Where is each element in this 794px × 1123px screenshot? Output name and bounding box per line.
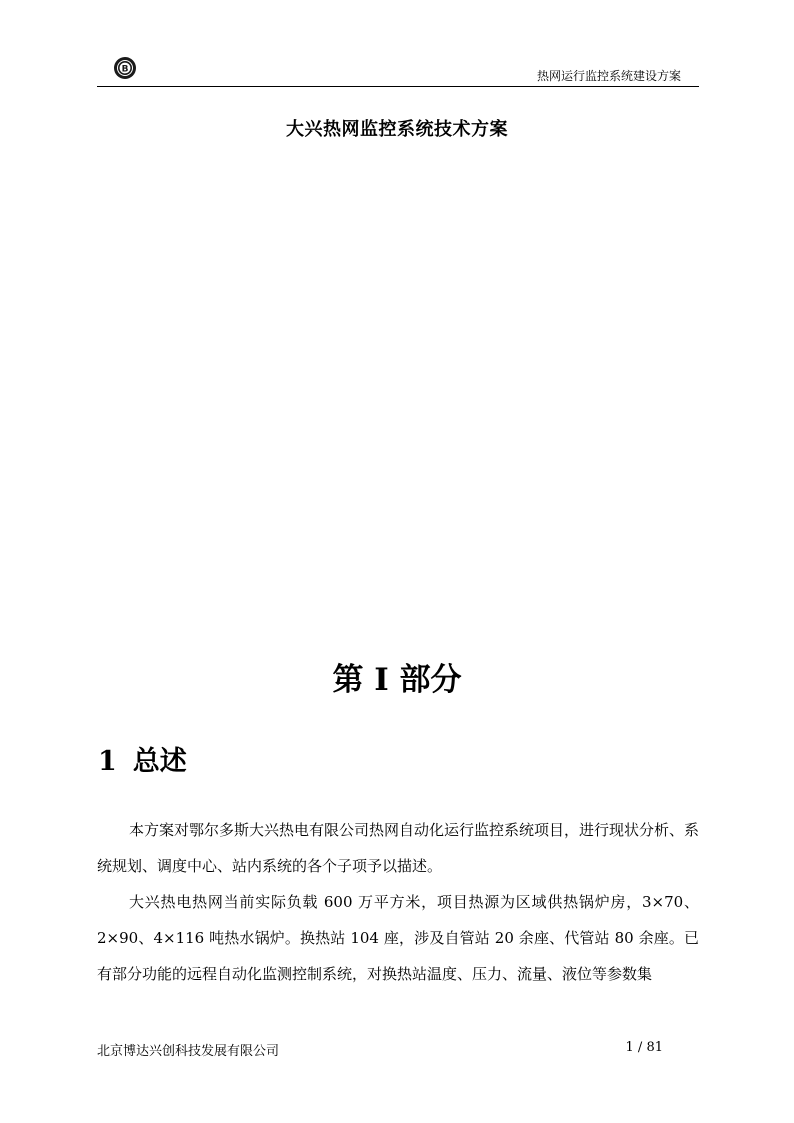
section-title: 总述 bbox=[132, 746, 187, 777]
company-logo-icon bbox=[113, 56, 137, 80]
document-title: 大兴热网监控系统技术方案 bbox=[286, 119, 508, 140]
page-footer bbox=[97, 1040, 699, 1060]
section-heading bbox=[98, 739, 187, 778]
svg-text:B: B bbox=[121, 64, 129, 75]
section-number: 1 bbox=[98, 746, 117, 777]
part-title: 第 I 部分 bbox=[332, 662, 462, 698]
paragraph: 本方案对鄂尔多斯大兴热电有限公司热网自动化运行监控系统项目，进行现状分析、系统规划、调度中心、站内系统的各个子项予以描述。 bbox=[97, 821, 700, 875]
page-number: 1 / 81 bbox=[625, 1040, 663, 1055]
header-title: 热网运行监控系统建设方案 bbox=[536, 69, 681, 83]
footer-company: 北京博达兴创科技发展有限公司 bbox=[97, 1044, 280, 1059]
paragraph: 大兴热电热网当前实际负载 600 万平方米，项目热源为区域供热锅炉房，3×70、2×90、4×116 吨热水锅炉。换热站 104 座，涉及自管站 20 余座、代管站 80 余座。已有部分功能的远程自动化监测控制系统，对换热站温度、压力、流量、液位等参数集 bbox=[97, 893, 699, 983]
page-header bbox=[97, 52, 699, 87]
body-text bbox=[97, 812, 699, 992]
